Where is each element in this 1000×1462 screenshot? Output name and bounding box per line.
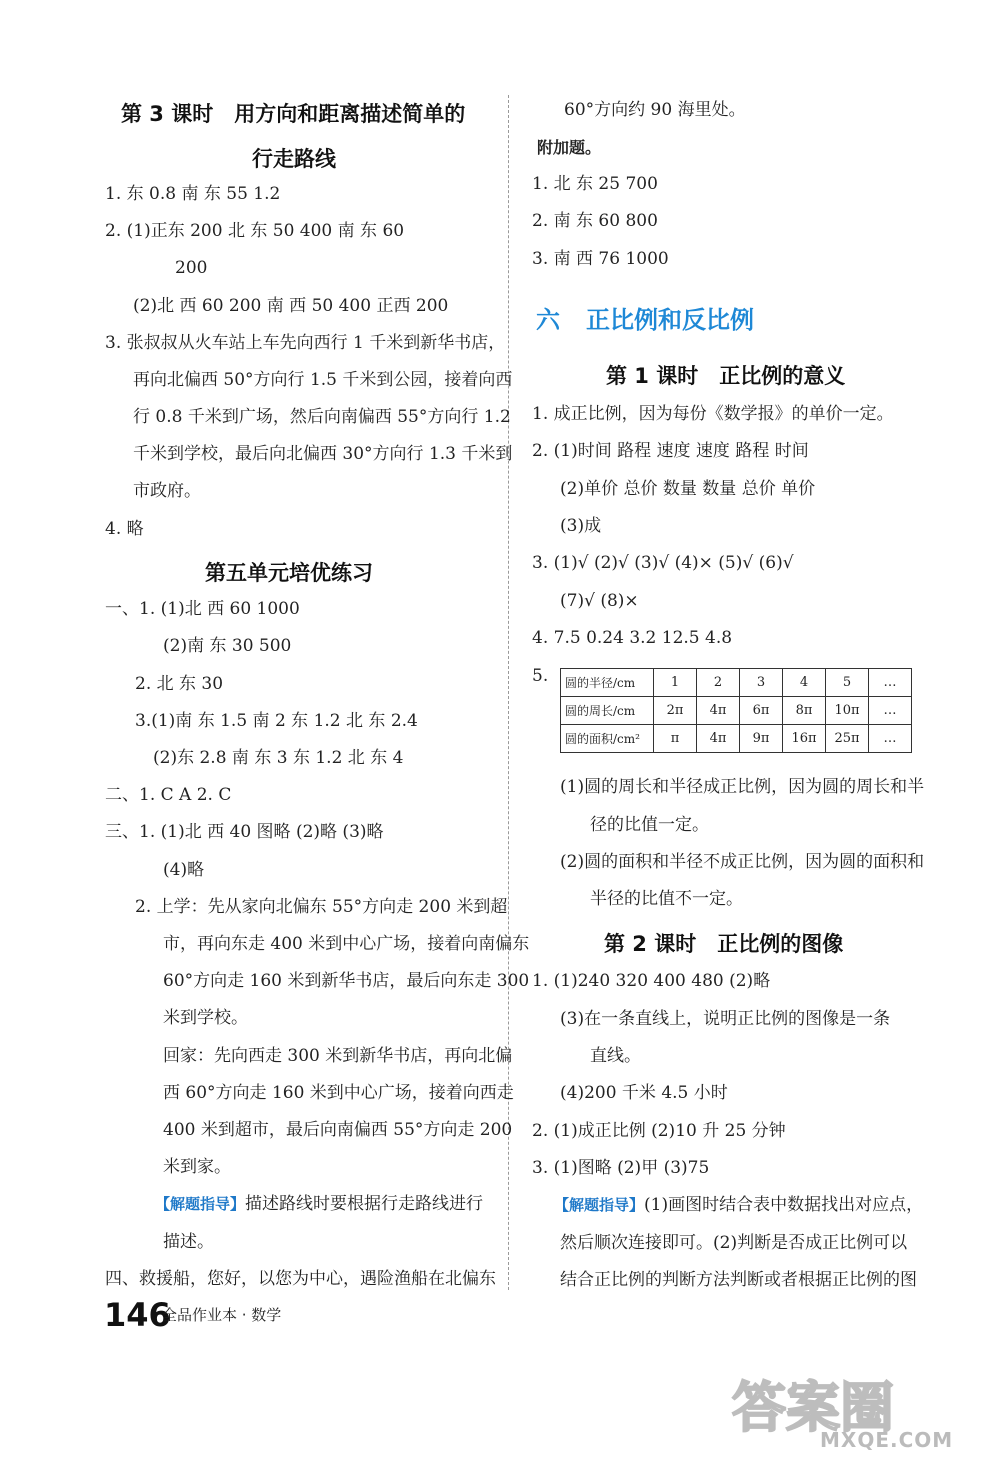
answer-line: 结合正比例的判断方法判断或者根据正比例的图 (560, 1270, 917, 1290)
answer-line: 1. 东 0.8 南 东 55 1.2 (105, 184, 281, 204)
hint-text: (1)画图时结合表中数据找出对应点， (644, 1195, 924, 1215)
chapter-title: 正比例和反比例 (586, 306, 754, 334)
answer-line: (2)单价 总价 数量 数量 总价 单价 (560, 479, 816, 499)
answer-line: 2. 上学：先从家向北偏东 55°方向走 200 米到超 (135, 897, 508, 917)
table-cell: 10π (826, 697, 869, 725)
table-cell: 5 (826, 669, 869, 697)
hint-line (155, 1192, 483, 1216)
answer-line: 市，再向东走 400 米到中心广场，接着向南偏东 (163, 934, 530, 954)
answer-line: 5. (532, 666, 549, 686)
table-cell: π (654, 725, 697, 753)
table-cell: 圆的面积/cm² (561, 725, 654, 753)
answer-line: 径的比值一定。 (590, 815, 709, 835)
answer-line: 回家：先向西走 300 米到新华书店，再向北偏 (163, 1046, 513, 1066)
lesson1-heading: 第 1 课时 正比例的意义 (606, 364, 846, 388)
answer-line: (2)东 2.8 南 东 3 东 1.2 北 东 4 (153, 748, 404, 768)
answer-line: 1. (1)240 320 400 480 (2)略 (532, 971, 771, 991)
answer-line: 400 米到超市，最后向南偏西 55°方向走 200 (163, 1120, 513, 1140)
lesson3-heading-cont: 行走路线 (252, 147, 336, 171)
answer-line: 3. 张叔叔从火车站上车先向西行 1 千米到新华书店， (105, 333, 506, 353)
table-row (561, 669, 912, 697)
answer-line: 200 (175, 258, 208, 278)
answer-line: (4)略 (163, 860, 205, 880)
answer-line: 三、1. (1)北 西 40 图略 (2)略 (3)略 (105, 822, 384, 842)
lesson2-heading: 第 2 课时 正比例的图像 (604, 932, 844, 956)
answer-line: 描述。 (163, 1232, 214, 1252)
answer-line: 60°方向约 90 海里处。 (564, 100, 746, 120)
answer-line: 2. 北 东 30 (135, 674, 224, 694)
table-cell: 4π (697, 697, 740, 725)
answer-line: 半径的比值不一定。 (590, 889, 743, 909)
answer-line: 4. 略 (105, 519, 144, 539)
answer-line: 4. 7.5 0.24 3.2 12.5 4.8 (532, 628, 733, 648)
hint-line (554, 1193, 923, 1217)
table-cell: 圆的周长/cm (561, 697, 654, 725)
table-row (561, 725, 912, 753)
svg-text:答案圈: 答案圈 (732, 1376, 894, 1439)
table-cell: 9π (740, 725, 783, 753)
table-cell: … (869, 669, 912, 697)
table-cell: 8π (783, 697, 826, 725)
table-cell: 4π (697, 725, 740, 753)
answer-line: 3. 南 西 76 1000 (532, 249, 669, 269)
table-cell: … (869, 725, 912, 753)
answer-line: (4)200 千米 4.5 小时 (560, 1083, 728, 1103)
table-cell: 4 (783, 669, 826, 697)
hint-text: 描述路线时要根据行走路线进行 (245, 1194, 484, 1214)
answer-line: 2. (1)正东 200 北 东 50 400 南 东 60 (105, 221, 405, 241)
hint-label: 【解题指导】 (155, 1195, 246, 1213)
table-cell: 圆的半径/cm (561, 669, 654, 697)
answer-line: 60°方向走 160 米到新华书店，最后向东走 300 (163, 971, 530, 991)
book-title: 全品作业本 · 数学 (162, 1306, 282, 1324)
answer-line: 3. (1)图略 (2)甲 (3)75 (532, 1158, 710, 1178)
answer-line: 一、1. (1)北 西 60 1000 (105, 599, 300, 619)
answer-line: 西 60°方向走 160 米到中心广场，接着向西走 (163, 1083, 514, 1103)
chapter-number: 六 (536, 306, 560, 334)
table-cell: 1 (654, 669, 697, 697)
table-cell: 16π (783, 725, 826, 753)
answer-line: 1. 成正比例，因为每份《数学报》的单价一定。 (532, 404, 894, 424)
chapter-heading (536, 300, 754, 335)
circle-table (560, 668, 912, 753)
answer-line: 米到家。 (163, 1157, 231, 1177)
answer-line: 再向北偏西 50°方向行 1.5 千米到公园，接着向西 (133, 370, 513, 390)
answer-line: (2)圆的面积和半径不成正比例，因为圆的面积和 (560, 852, 925, 872)
watermark-site: MXQE.COM (820, 1428, 954, 1452)
answer-line: 四、救援船，您好，以您为中心，遇险渔船在北偏东 (105, 1269, 496, 1289)
answer-line: 千米到学校，最后向北偏西 30°方向行 1.3 千米到 (133, 444, 513, 464)
answer-line: 3.(1)南 东 1.5 南 2 东 1.2 北 东 2.4 (135, 711, 418, 731)
page-number: 146 (104, 1296, 171, 1334)
answer-line: 行 0.8 千米到广场，然后向南偏西 55°方向行 1.2 (133, 407, 511, 427)
answer-line: (7)√ (8)× (560, 591, 639, 611)
hint-label: 【解题指导】 (554, 1196, 645, 1214)
answer-line: 直线。 (590, 1046, 641, 1066)
answer-line: 2. (1)时间 路程 速度 速度 路程 时间 (532, 441, 809, 461)
answer-line: (2)南 东 30 500 (163, 636, 292, 656)
answer-line: 2. (1)成正比例 (2)10 升 25 分钟 (532, 1121, 786, 1141)
answer-line: (3)在一条直线上，说明正比例的图像是一条 (560, 1009, 891, 1029)
table-cell: … (869, 697, 912, 725)
bonus-heading: 附加题。 (537, 138, 602, 157)
table-cell: 3 (740, 669, 783, 697)
unit-practice-heading: 第五单元培优练习 (205, 561, 373, 585)
answer-line: 然后顺次连接即可。(2)判断是否成正比例可以 (560, 1233, 908, 1253)
table-cell: 25π (826, 725, 869, 753)
table-cell: 2 (697, 669, 740, 697)
answer-line: (3)成 (560, 516, 602, 536)
table-cell: 6π (740, 697, 783, 725)
answer-line: (2)北 西 60 200 南 西 50 400 正西 200 (133, 296, 449, 316)
answer-line: 二、1. C A 2. C (105, 785, 232, 805)
answer-line: 2. 南 东 60 800 (532, 211, 658, 231)
table-row (561, 697, 912, 725)
answer-line: 市政府。 (133, 481, 201, 501)
answer-line: 米到学校。 (163, 1008, 248, 1028)
column-divider (508, 95, 509, 1290)
answer-line: 1. 北 东 25 700 (532, 174, 658, 194)
table-cell: 2π (654, 697, 697, 725)
lesson3-heading: 第 3 课时 用方向和距离描述简单的 (121, 102, 466, 126)
answer-line: (1)圆的周长和半径成正比例，因为圆的周长和半 (560, 777, 925, 797)
answer-line: 3. (1)√ (2)√ (3)√ (4)× (5)√ (6)√ (532, 553, 794, 573)
